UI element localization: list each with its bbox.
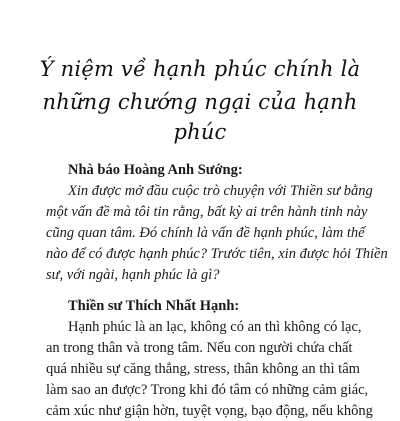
answer-line: cảm xúc như giận hờn, tuyệt vọng, bạo động, nếu không [46, 403, 373, 419]
speaker-journalist: Nhà báo Hoàng Anh Sướng: [68, 162, 243, 178]
chapter-title-line-2: những chướng ngại của hạnh phúc [42, 90, 358, 144]
question-line: một vấn đề mà tôi tin rằng, bất kỳ ai trên hành tinh này [46, 204, 368, 220]
question-line: cũng quan tâm. Đó chính là vấn đề hạnh phúc, làm thế [46, 225, 365, 241]
question-line: sư, với ngài, hạnh phúc là gì? [46, 267, 220, 283]
question-line: Xin được mở đầu cuộc trò chuyện với Thiền sư bằng [68, 183, 373, 199]
speaker-master: Thiền sư Thích Nhất Hạnh: [68, 298, 240, 314]
answer-line: làm sao an được? Trong khi đó tâm có những cảm giác, [46, 382, 369, 398]
answer-line: Hạnh phúc là an lạc, không có an thì không có lạc, [68, 319, 362, 335]
answer-line: an trong thân và trong tâm. Nếu con người chứa chất [46, 340, 353, 356]
chapter-title-line-1: Ý niệm về hạnh phúc chính là [39, 57, 361, 81]
question-line: nào để có được hạnh phúc? Trước tiên, xin được hỏi Thiền [46, 246, 388, 262]
answer-line: quá nhiều sự căng thẳng, stress, thân không an thì tâm [46, 361, 360, 377]
